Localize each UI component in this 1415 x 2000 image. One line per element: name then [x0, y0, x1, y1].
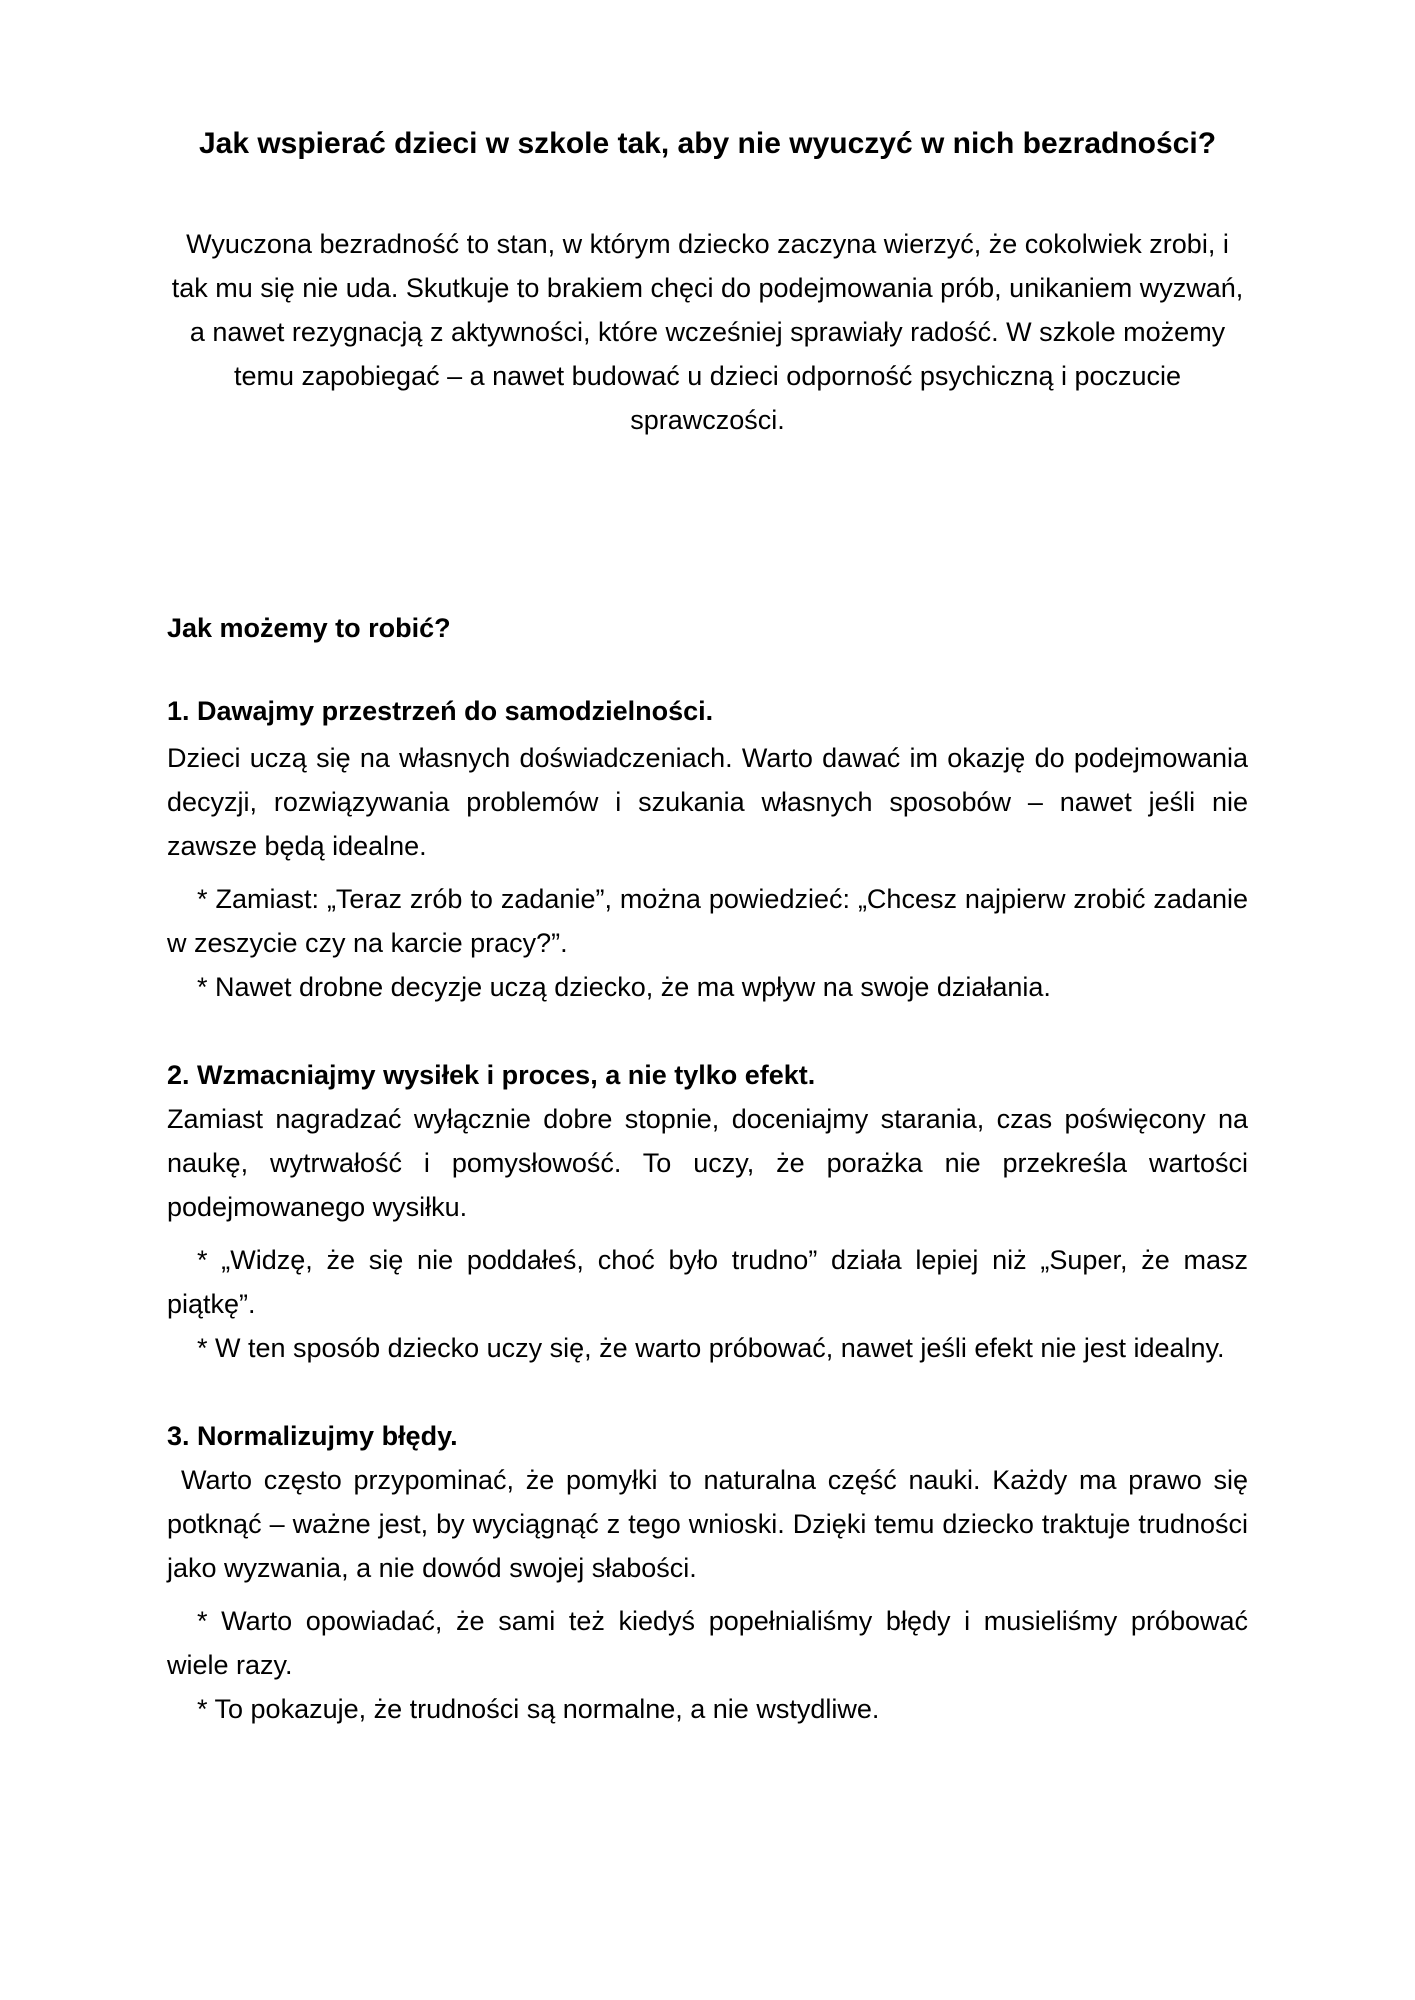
section-2: [167, 1053, 1248, 1370]
bullet-item: * Warto opowiadać, że sami też kiedyś popełnialiśmy błędy i musieliśmy próbować wiele razy.: [167, 1606, 1248, 1680]
section-3: [167, 1414, 1248, 1731]
section-1-bullets: [167, 877, 1248, 1009]
section-2-body: Zamiast nagradzać wyłącznie dobre stopnie, doceniajmy starania, czas poświęcony na naukę, wytrwałość i pomysłowość. To uczy, że porażka nie przekreśla wartości podejmowanego wysiłku.: [167, 1104, 1248, 1222]
intro-paragraph: Wyuczona bezradność to stan, w którym dziecko zaczyna wierzyć, że cokolwiek zrobi, i tak mu się nie uda. Skutkuje to brakiem chęci do podejmowania prób, unikaniem wyzwań, a nawet rezygnacją z aktywności, które wcześniej sprawiały radość. W szkole możemy temu zapobiegać – a nawet budować u dzieci odporność psychiczną i poczucie sprawczości.: [171, 229, 1244, 435]
section-1: [167, 689, 1248, 1009]
document-title: Jak wspierać dzieci w szkole tak, aby nie wyuczyć w nich bezradności?: [198, 127, 1217, 160]
bullet-item: * W ten sposób dziecko uczy się, że warto próbować, nawet jeśli efekt nie jest idealny.: [197, 1333, 1225, 1363]
section-2-bullets: [167, 1238, 1248, 1370]
section-3-bullets: [167, 1599, 1248, 1731]
bullet-item: * To pokazuje, że trudności są normalne, a nie wstydliwe.: [197, 1694, 880, 1724]
bullet-item: * „Widzę, że się nie poddałeś, choć było trudno” działa lepiej niż „Super, że masz piątkę”.: [167, 1245, 1248, 1319]
question-heading: Jak możemy to robić?: [167, 613, 451, 643]
section-2-heading: 2. Wzmacniajmy wysiłek i proces, a nie tylko efekt.: [167, 1060, 816, 1090]
bullet-item: * Nawet drobne decyzje uczą dziecko, że ma wpływ na swoje działania.: [197, 972, 1051, 1002]
bullet-item: * Zamiast: „Teraz zrób to zadanie”, można powiedzieć: „Chcesz najpierw zrobić zadanie w zeszycie czy na karcie pracy?”.: [167, 884, 1248, 958]
section-3-body: Warto często przypominać, że pomyłki to naturalna część nauki. Każdy ma prawo się potknąć – ważne jest, by wyciągnąć z tego wnioski. Dzięki temu dziecko traktuje trudności jako wyzwania, a nie dowód swojej słabości.: [167, 1465, 1248, 1583]
section-1-heading: 1. Dawajmy przestrzeń do samodzielności.: [167, 696, 714, 726]
section-1-body: Dzieci uczą się na własnych doświadczeniach. Warto dawać im okazję do podejmowania decyzji, rozwiązywania problemów i szukania własnych sposobów – nawet jeśli nie zawsze będą idealne.: [167, 743, 1248, 861]
section-3-heading: 3. Normalizujmy błędy.: [167, 1421, 458, 1451]
